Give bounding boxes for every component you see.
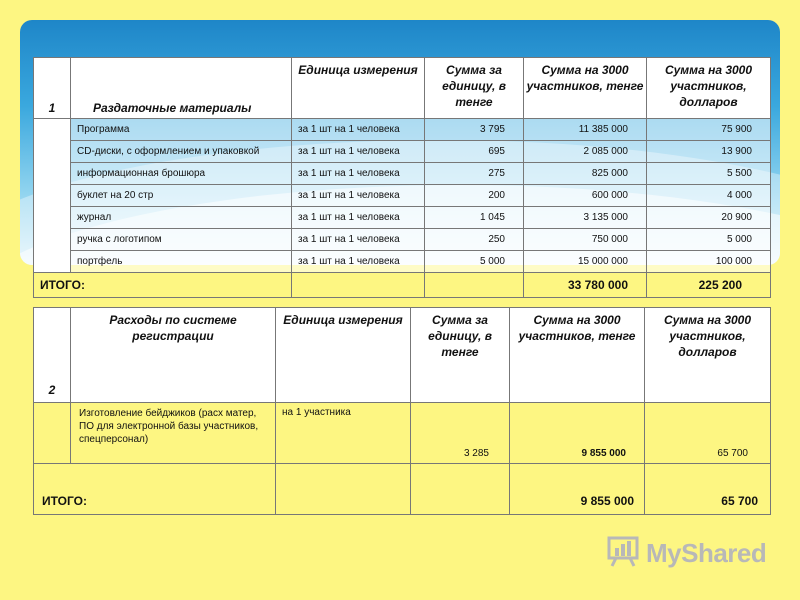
- item-price: 695: [425, 141, 524, 163]
- item-price: 1 045: [425, 207, 524, 229]
- table-row: [34, 251, 771, 273]
- item-total-kzt: 750 000: [524, 229, 647, 251]
- item-total-usd: 5 000: [647, 229, 771, 251]
- item-total-kzt: 11 385 000: [524, 119, 647, 141]
- item-unit: за 1 шт на 1 человека: [292, 207, 425, 229]
- section-title: Расходы по системе регистрации: [71, 308, 276, 403]
- item-total-kzt: 15 000 000: [524, 251, 647, 273]
- item-total-kzt: 3 135 000: [524, 207, 647, 229]
- handout-materials-table: [33, 57, 771, 298]
- item-name: CD-диски, с оформлением и упаковкой: [71, 141, 292, 163]
- table-row: [34, 141, 771, 163]
- col-price-header: Сумма за единицу, в тенге: [411, 308, 510, 403]
- total-usd: 225 200: [647, 273, 771, 298]
- total-row: [34, 273, 771, 298]
- item-name: ручка с логотипом: [71, 229, 292, 251]
- section-number: 1: [34, 58, 71, 119]
- total-kzt: 9 855 000: [510, 464, 645, 515]
- item-price: 5 000: [425, 251, 524, 273]
- col-total-usd-header: Сумма на 3000 участников, долларов: [647, 58, 771, 119]
- total-label: ИТОГО:: [34, 464, 276, 515]
- watermark-brand: MyShared: [646, 538, 767, 568]
- chart-board-icon: [606, 534, 640, 573]
- item-name: Изготовление бейджиков (расх матер, ПО для электронной базы участников, спецперсонал): [71, 403, 276, 464]
- col-total-usd-header: Сумма на 3000 участников, долларов: [645, 308, 771, 403]
- item-unit: за 1 шт на 1 человека: [292, 229, 425, 251]
- item-unit: за 1 шт на 1 человека: [292, 251, 425, 273]
- section-title: Раздаточные материалы: [71, 58, 292, 119]
- table-row: [34, 403, 771, 464]
- item-unit: на 1 участника: [276, 403, 411, 464]
- item-unit: за 1 шт на 1 человека: [292, 141, 425, 163]
- item-price: 275: [425, 163, 524, 185]
- item-name: журнал: [71, 207, 292, 229]
- item-name: информационная брошюра: [71, 163, 292, 185]
- item-price: 3 795: [425, 119, 524, 141]
- row-gutter: [34, 119, 71, 273]
- table-row: [34, 207, 771, 229]
- item-total-usd: 13 900: [647, 141, 771, 163]
- item-price: 3 285: [411, 403, 510, 464]
- item-unit: за 1 шт на 1 человека: [292, 119, 425, 141]
- col-price-header: Сумма за единицу, в тенге: [425, 58, 524, 119]
- registration-expenses-table: [33, 307, 771, 515]
- item-name: Программа: [71, 119, 292, 141]
- total-empty-cell: [425, 273, 524, 298]
- item-total-usd: 4 000: [647, 185, 771, 207]
- row-gutter: [34, 403, 71, 464]
- item-total-usd: 5 500: [647, 163, 771, 185]
- table-header-row: [34, 308, 771, 403]
- item-total-kzt: 600 000: [524, 185, 647, 207]
- col-total-kzt-header: Сумма на 3000 участников, тенге: [510, 308, 645, 403]
- total-empty-cell: [292, 273, 425, 298]
- total-label: ИТОГО:: [34, 273, 292, 298]
- total-usd: 65 700: [645, 464, 771, 515]
- table-row: [34, 119, 771, 141]
- table-row: [34, 229, 771, 251]
- section-number: 2: [34, 308, 71, 403]
- item-total-usd: 65 700: [645, 403, 771, 464]
- item-total-kzt: 2 085 000: [524, 141, 647, 163]
- item-total-kzt: 9 855 000: [510, 403, 645, 464]
- total-empty-cell: [411, 464, 510, 515]
- watermark-logo: [606, 534, 766, 573]
- item-total-usd: 75 900: [647, 119, 771, 141]
- total-row: [34, 464, 771, 515]
- table-row: [34, 185, 771, 207]
- table-header-row: [34, 58, 771, 119]
- col-unit-header: Единица измерения: [276, 308, 411, 403]
- item-total-kzt: 825 000: [524, 163, 647, 185]
- col-unit-header: Единица измерения: [292, 58, 425, 119]
- item-price: 250: [425, 229, 524, 251]
- item-unit: за 1 шт на 1 человека: [292, 163, 425, 185]
- item-unit: за 1 шт на 1 человека: [292, 185, 425, 207]
- total-empty-cell: [276, 464, 411, 515]
- item-name: буклет на 20 стр: [71, 185, 292, 207]
- total-kzt: 33 780 000: [524, 273, 647, 298]
- col-total-kzt-header: Сумма на 3000 участников, тенге: [524, 58, 647, 119]
- item-total-usd: 100 000: [647, 251, 771, 273]
- table-row: [34, 163, 771, 185]
- item-total-usd: 20 900: [647, 207, 771, 229]
- item-price: 200: [425, 185, 524, 207]
- item-name: портфель: [71, 251, 292, 273]
